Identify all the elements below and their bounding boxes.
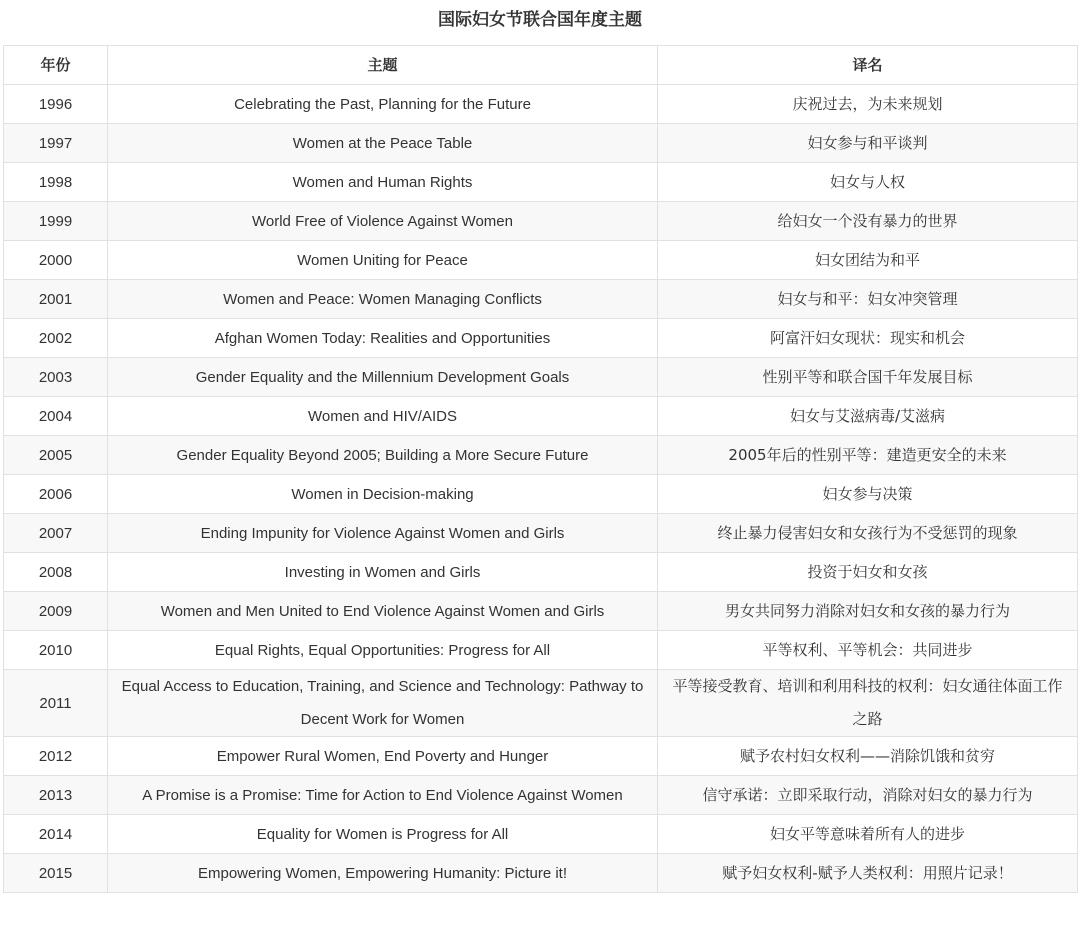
theme-cell: Women and Peace: Women Managing Conflicts: [108, 280, 658, 319]
translation-cell: 给妇女一个没有暴力的世界: [658, 202, 1078, 241]
themes-table: [3, 45, 1078, 893]
themes-table-container: [3, 45, 1077, 893]
theme-cell: Women Uniting for Peace: [108, 241, 658, 280]
theme-cell: Afghan Women Today: Realities and Opportunities: [108, 319, 658, 358]
theme-cell: Empowering Women, Empowering Humanity: Picture it!: [108, 854, 658, 893]
translation-cell: 妇女平等意味着所有人的进步: [658, 815, 1078, 854]
table-header: [4, 46, 1078, 85]
translation-cell: 平等权利、平等机会：共同进步: [658, 631, 1078, 670]
table-row: [4, 737, 1078, 776]
table-row: [4, 553, 1078, 592]
table-row: [4, 592, 1078, 631]
theme-cell: Women in Decision-making: [108, 475, 658, 514]
theme-cell: Gender Equality Beyond 2005; Building a More Secure Future: [108, 436, 658, 475]
theme-cell: Equality for Women is Progress for All: [108, 815, 658, 854]
theme-cell: Gender Equality and the Millennium Development Goals: [108, 358, 658, 397]
year-cell: 2008: [4, 553, 108, 592]
year-cell: 1999: [4, 202, 108, 241]
translation-cell: 2005年后的性别平等：建造更安全的未来: [658, 436, 1078, 475]
year-cell: 2015: [4, 854, 108, 893]
year-cell: 1997: [4, 124, 108, 163]
year-cell: 2000: [4, 241, 108, 280]
translation-cell: 投资于妇女和女孩: [658, 553, 1078, 592]
translation-cell: 妇女与和平：妇女冲突管理: [658, 280, 1078, 319]
theme-cell: World Free of Violence Against Women: [108, 202, 658, 241]
year-cell: 2001: [4, 280, 108, 319]
translation-cell: 妇女与人权: [658, 163, 1078, 202]
table-row: [4, 631, 1078, 670]
translation-cell: 庆祝过去，为未来规划: [658, 85, 1078, 124]
year-cell: 2007: [4, 514, 108, 553]
year-cell: 2005: [4, 436, 108, 475]
theme-cell: Women and Men United to End Violence Against Women and Girls: [108, 592, 658, 631]
table-body: [4, 85, 1078, 893]
table-row: [4, 85, 1078, 124]
theme-cell: Women at the Peace Table: [108, 124, 658, 163]
year-cell: 2004: [4, 397, 108, 436]
year-cell: 2011: [4, 670, 108, 737]
theme-cell: A Promise is a Promise: Time for Action to End Violence Against Women: [108, 776, 658, 815]
translation-cell: 赋予农村妇女权利——消除饥饿和贫穷: [658, 737, 1078, 776]
header-translation: 译名: [658, 46, 1078, 85]
year-cell: 2003: [4, 358, 108, 397]
table-row: [4, 475, 1078, 514]
translation-cell: 妇女与艾滋病毒/艾滋病: [658, 397, 1078, 436]
theme-cell: Equal Access to Education, Training, and Science and Technology: Pathway to Decent Work for Women: [108, 670, 658, 737]
year-cell: 2009: [4, 592, 108, 631]
translation-cell: 妇女参与决策: [658, 475, 1078, 514]
translation-cell: 性别平等和联合国千年发展目标: [658, 358, 1078, 397]
year-cell: 1998: [4, 163, 108, 202]
translation-cell: 赋予妇女权利-赋予人类权利：用照片记录！: [658, 854, 1078, 893]
table-row: [4, 280, 1078, 319]
year-cell: 2013: [4, 776, 108, 815]
translation-cell: 妇女团结为和平: [658, 241, 1078, 280]
table-row: [4, 436, 1078, 475]
table-row: [4, 358, 1078, 397]
year-cell: 2010: [4, 631, 108, 670]
translation-cell: 终止暴力侵害妇女和女孩行为不受惩罚的现象: [658, 514, 1078, 553]
translation-cell: 男女共同努力消除对妇女和女孩的暴力行为: [658, 592, 1078, 631]
theme-cell: Equal Rights, Equal Opportunities: Progress for All: [108, 631, 658, 670]
theme-cell: Ending Impunity for Violence Against Women and Girls: [108, 514, 658, 553]
table-row: [4, 514, 1078, 553]
theme-cell: Celebrating the Past, Planning for the Future: [108, 85, 658, 124]
year-cell: 2014: [4, 815, 108, 854]
theme-cell: Women and Human Rights: [108, 163, 658, 202]
translation-cell: 平等接受教育、培训和利用科技的权利：妇女通往体面工作之路: [658, 670, 1078, 737]
table-row: [4, 163, 1078, 202]
table-row: [4, 319, 1078, 358]
table-row: [4, 202, 1078, 241]
table-row: [4, 815, 1078, 854]
table-row: [4, 397, 1078, 436]
translation-cell: 阿富汗妇女现状：现实和机会: [658, 319, 1078, 358]
translation-cell: 信守承诺：立即采取行动，消除对妇女的暴力行为: [658, 776, 1078, 815]
table-row: [4, 776, 1078, 815]
theme-cell: Empower Rural Women, End Poverty and Hunger: [108, 737, 658, 776]
table-row: [4, 670, 1078, 737]
year-cell: 1996: [4, 85, 108, 124]
header-year: 年份: [4, 46, 108, 85]
table-row: [4, 854, 1078, 893]
theme-cell: Investing in Women and Girls: [108, 553, 658, 592]
year-cell: 2002: [4, 319, 108, 358]
year-cell: 2012: [4, 737, 108, 776]
theme-cell: Women and HIV/AIDS: [108, 397, 658, 436]
year-cell: 2006: [4, 475, 108, 514]
header-theme: 主题: [108, 46, 658, 85]
translation-cell: 妇女参与和平谈判: [658, 124, 1078, 163]
table-row: [4, 241, 1078, 280]
table-caption: 国际妇女节联合国年度主题: [438, 10, 642, 30]
table-row: [4, 124, 1078, 163]
header-row: [4, 46, 1078, 85]
